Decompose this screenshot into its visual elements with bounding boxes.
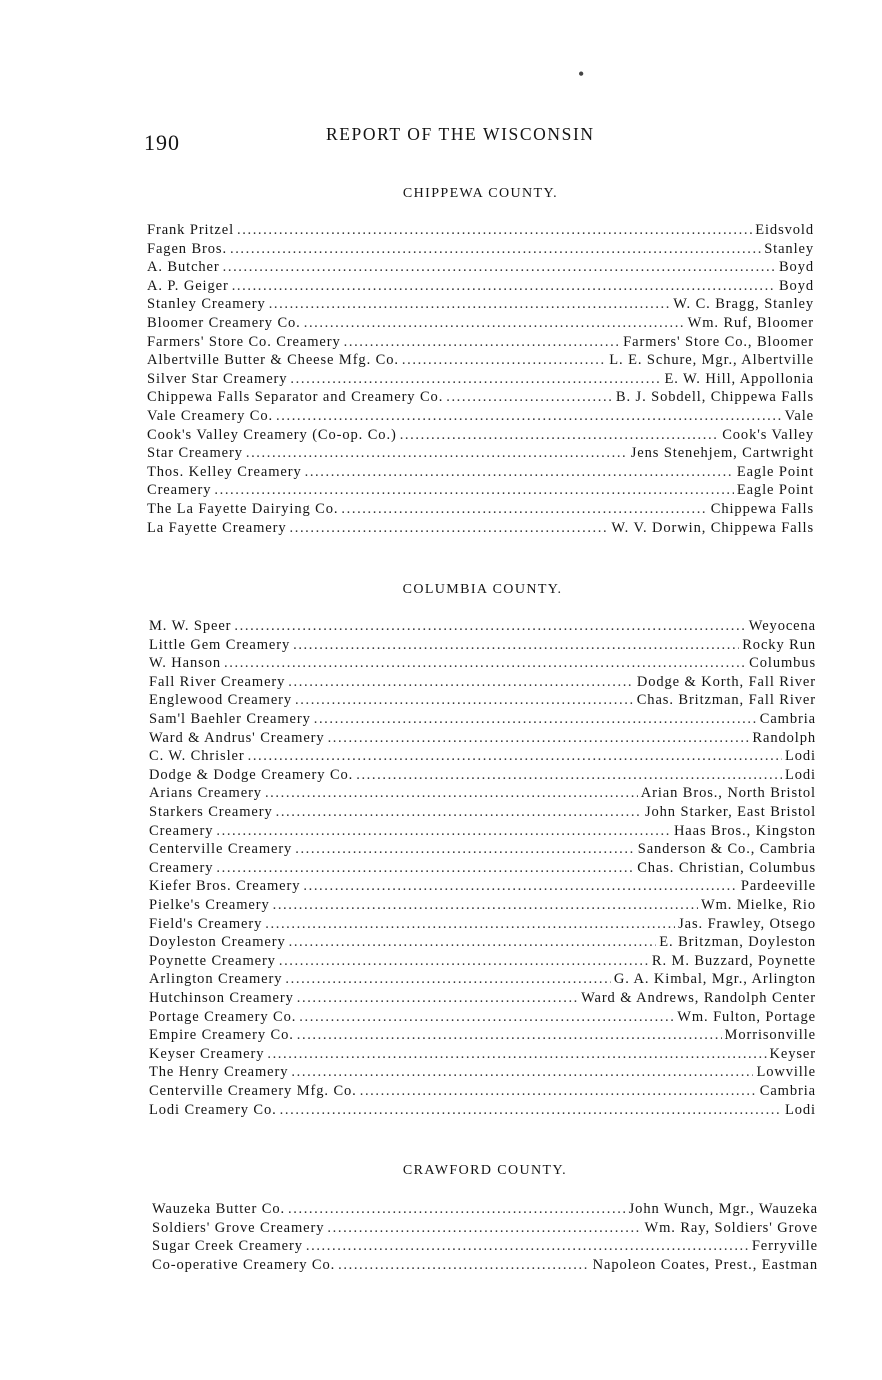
dot-leader <box>216 822 671 841</box>
creamery-name: La Fayette Creamery <box>147 519 287 536</box>
dot-leader <box>288 673 634 692</box>
creamery-name: Vale Creamery Co. <box>147 408 274 424</box>
proprietor-location: Lowville <box>756 1064 816 1081</box>
dot-leader <box>293 636 739 655</box>
list-item <box>149 1008 816 1027</box>
creamery-name: Thos. Kelley Creamery <box>147 463 302 480</box>
dot-leader <box>230 240 761 259</box>
list-item <box>149 989 816 1008</box>
dot-leader <box>216 859 634 878</box>
proprietor-location: Cook's Valley <box>722 426 814 443</box>
dot-leader <box>356 766 782 785</box>
proprietor-location: Wm. Mielke, Rio <box>701 897 816 913</box>
list-item <box>149 896 816 915</box>
list-item <box>149 747 816 766</box>
proprietor-location: Chas. Britzman, Fall River <box>636 692 816 709</box>
creamery-name: Centerville Creamery <box>149 841 293 858</box>
proprietor-location: Jas. Frawley, Otsego <box>678 915 816 932</box>
dot-leader <box>234 617 745 636</box>
proprietor-location: Farmers' Store Co., Bloomer <box>623 333 814 350</box>
dot-leader <box>269 295 671 314</box>
creamery-name: Sam'l Baehler Creamery <box>149 711 311 727</box>
creamery-name: Fall River Creamery <box>149 673 286 690</box>
dot-leader <box>341 500 707 519</box>
list-item <box>152 1200 818 1219</box>
dot-leader <box>314 710 757 729</box>
proprietor-location: Ward & Andrews, Randolph Center <box>581 990 816 1006</box>
creamery-name: Wauzeka Butter Co. <box>152 1201 286 1217</box>
proprietor-location: Chippewa Falls <box>710 501 814 517</box>
creamery-name: C. W. Chrisler <box>149 748 245 765</box>
proprietor-location: Chas. Christian, Columbus <box>637 859 816 876</box>
list-item <box>149 766 816 785</box>
creamery-name: Farmers' Store Co. Creamery <box>147 333 341 350</box>
list-item <box>147 351 814 370</box>
creamery-name: Centerville Creamery Mfg. Co. <box>149 1083 357 1099</box>
proprietor-location: Stanley <box>764 240 814 257</box>
dot-leader <box>224 654 746 673</box>
list-item <box>149 952 816 971</box>
dot-leader <box>297 989 578 1008</box>
list-item <box>149 784 816 803</box>
creamery-name: Keyser Creamery <box>149 1045 265 1062</box>
proprietor-location: Cambria <box>759 1083 816 1099</box>
creamery-name: Albertville Butter & Cheese Mfg. Co. <box>147 352 399 369</box>
proprietor-location: John Starker, East Bristol <box>644 804 816 820</box>
dot-leader <box>232 277 776 296</box>
list-item <box>147 370 814 389</box>
dot-leader <box>360 1082 757 1101</box>
creamery-name: Creamery <box>147 482 212 499</box>
list-item <box>149 1045 816 1064</box>
dot-leader <box>237 221 752 240</box>
proprietor-location: W. C. Bragg, Stanley <box>673 296 814 313</box>
list-item <box>149 673 816 692</box>
dot-leader <box>276 803 642 822</box>
proprietor-location: Lodi <box>785 766 816 783</box>
creamery-name: A. Butcher <box>147 259 220 276</box>
proprietor-location: Eidsvold <box>755 222 814 238</box>
dot-leader <box>279 952 649 971</box>
section-title: COLUMBIA COUNTY. <box>402 582 563 597</box>
list-item <box>149 915 816 934</box>
dot-leader <box>297 1026 722 1045</box>
dot-leader <box>276 407 782 426</box>
creamery-name: Chippewa Falls Separator and Creamery Co. <box>147 389 444 406</box>
proprietor-location: Keyser <box>769 1045 816 1062</box>
running-head: REPORT OF THE WISCONSIN <box>326 124 595 144</box>
creamery-name: Hutchinson Creamery <box>149 990 294 1006</box>
section-title: CHIPPEWA COUNTY. <box>402 186 559 201</box>
dot-leader <box>290 370 661 389</box>
proprietor-location: Dodge & Korth, Fall River <box>636 673 816 690</box>
list-item <box>147 221 814 240</box>
creamery-name: A. P. Geiger <box>147 277 229 294</box>
list-item <box>147 519 814 538</box>
list-item <box>149 636 816 655</box>
list-item <box>147 333 814 352</box>
dot-leader <box>303 877 738 896</box>
creamery-name: The La Fayette Dairying Co. <box>147 501 339 517</box>
list-item <box>147 481 814 500</box>
creamery-name: Doyleston Creamery <box>149 934 286 951</box>
dot-leader <box>273 896 698 915</box>
proprietor-location: Pardeeville <box>740 878 816 895</box>
creamery-name: Soldiers' Grove Creamery <box>152 1219 325 1236</box>
creamery-name: Dodge & Dodge Creamery Co. <box>149 766 354 783</box>
creamery-name: Cook's Valley Creamery (Co-op. Co.) <box>147 426 397 443</box>
proprietor-location: R. M. Buzzard, Poynette <box>651 952 816 969</box>
dot-leader <box>344 333 621 352</box>
creamery-name: Field's Creamery <box>149 915 263 932</box>
creamery-name: Englewood Creamery <box>149 692 293 709</box>
creamery-name: Poynette Creamery <box>149 952 276 969</box>
dot-leader <box>289 933 657 952</box>
list-item <box>149 840 816 859</box>
proprietor-location: G. A. Kimbal, Mgr., Arlington <box>613 971 816 988</box>
list-item <box>147 426 814 445</box>
dot-leader <box>288 1200 626 1219</box>
list-item <box>149 803 816 822</box>
print-speck: • <box>578 64 585 84</box>
list-item <box>149 710 816 729</box>
proprietor-location: Napoleon Coates, Prest., Eastman <box>592 1256 818 1273</box>
creamery-name: M. W. Speer <box>149 618 232 634</box>
dot-leader <box>265 915 675 934</box>
list-item <box>147 258 814 277</box>
list-item <box>147 314 814 333</box>
creamery-name: Arlington Creamery <box>149 971 283 988</box>
creamery-name: Ward & Andrus' Creamery <box>149 729 325 746</box>
creamery-name: Empire Creamery Co. <box>149 1027 294 1044</box>
proprietor-location: Vale <box>784 408 814 424</box>
creamery-name: Silver Star Creamery <box>147 370 288 387</box>
dot-leader <box>295 691 634 710</box>
list-item <box>147 240 814 259</box>
dot-leader <box>290 519 609 538</box>
proprietor-location: Eagle Point <box>736 463 814 480</box>
proprietor-location: L. E. Schure, Mgr., Albertville <box>609 352 814 369</box>
dot-leader <box>446 388 613 407</box>
dot-leader <box>265 784 638 803</box>
list-item <box>147 277 814 296</box>
list-item <box>149 654 816 673</box>
creamery-name: Creamery <box>149 859 214 876</box>
dot-leader <box>306 1237 749 1256</box>
list-item <box>152 1256 818 1275</box>
dot-leader <box>223 258 776 277</box>
proprietor-location: Cambria <box>759 711 816 727</box>
list-item <box>149 729 816 748</box>
dot-leader <box>328 729 750 748</box>
list-item <box>147 388 814 407</box>
dot-leader <box>304 314 685 333</box>
dot-leader <box>299 1008 674 1027</box>
list-item <box>149 859 816 878</box>
creamery-name: The Henry Creamery <box>149 1064 289 1081</box>
list-item <box>147 407 814 426</box>
proprietor-location: Rocky Run <box>742 636 816 653</box>
creamery-name: Lodi Creamery Co. <box>149 1101 277 1118</box>
section-title: CRAWFORD COUNTY. <box>402 1163 568 1178</box>
proprietor-location: Boyd <box>778 277 814 294</box>
proprietor-location: Columbus <box>749 655 816 672</box>
proprietor-location: Arian Bros., North Bristol <box>640 785 816 802</box>
creamery-name: Portage Creamery Co. <box>149 1008 297 1025</box>
list-item <box>152 1237 818 1256</box>
list-item <box>147 295 814 314</box>
creamery-name: Stanley Creamery <box>147 296 266 313</box>
proprietor-location: B. J. Sobdell, Chippewa Falls <box>615 389 814 406</box>
proprietor-location: Haas Bros., Kingston <box>673 822 816 839</box>
creamery-name: Frank Pritzel <box>147 222 235 238</box>
list-item <box>147 444 814 463</box>
list-item <box>149 1082 816 1101</box>
list-item <box>149 970 816 989</box>
creamery-name: Fagen Bros. <box>147 240 227 257</box>
proprietor-location: Morrisonville <box>724 1027 816 1044</box>
dot-leader <box>248 747 782 766</box>
creamery-name: Co-operative Creamery Co. <box>152 1256 336 1273</box>
list-item <box>147 463 814 482</box>
dot-leader <box>246 444 628 463</box>
dot-leader <box>402 351 606 370</box>
proprietor-location: W. V. Dorwin, Chippewa Falls <box>611 519 814 536</box>
list-item <box>149 877 816 896</box>
proprietor-location: Lodi <box>785 748 816 765</box>
creamery-name: Little Gem Creamery <box>149 636 291 653</box>
proprietor-location: Boyd <box>778 259 814 276</box>
proprietor-location: Eagle Point <box>736 482 814 499</box>
list-item <box>149 822 816 841</box>
dot-leader <box>338 1256 590 1275</box>
list-item <box>149 1026 816 1045</box>
page-number: 190 <box>144 130 180 155</box>
dot-leader <box>291 1063 753 1082</box>
list-item <box>149 691 816 710</box>
proprietor-location: Randolph <box>752 729 816 746</box>
proprietor-location: Jens Stenehjem, Cartwright <box>630 445 814 462</box>
dot-leader <box>285 970 610 989</box>
dot-leader <box>295 840 635 859</box>
proprietor-location: Lodi <box>785 1101 816 1118</box>
creamery-name: Sugar Creek Creamery <box>152 1238 303 1255</box>
proprietor-location: Ferryville <box>751 1238 818 1255</box>
dot-leader <box>400 426 720 445</box>
creamery-name: Pielke's Creamery <box>149 897 270 913</box>
list-item <box>147 500 814 519</box>
proprietor-location: E. Britzman, Doyleston <box>659 934 816 951</box>
creamery-name: Star Creamery <box>147 445 243 462</box>
proprietor-location: Weyocena <box>748 618 816 634</box>
list-item <box>149 617 816 636</box>
proprietor-location: Wm. Fulton, Portage <box>677 1008 816 1025</box>
creamery-name: Bloomer Creamery Co. <box>147 315 301 331</box>
dot-leader <box>305 463 734 482</box>
creamery-name: Kiefer Bros. Creamery <box>149 878 301 895</box>
list-item <box>149 1101 816 1120</box>
proprietor-location: John Wunch, Mgr., Wauzeka <box>628 1201 818 1217</box>
list-item <box>149 933 816 952</box>
list-item <box>152 1219 818 1238</box>
dot-leader <box>327 1219 641 1238</box>
list-item <box>149 1063 816 1082</box>
proprietor-location: E. W. Hill, Appollonia <box>664 370 814 387</box>
proprietor-location: Wm. Ray, Soldiers' Grove <box>644 1219 818 1236</box>
proprietor-location: Sanderson & Co., Cambria <box>637 841 816 858</box>
proprietor-location: Wm. Ruf, Bloomer <box>687 315 814 331</box>
dot-leader <box>214 481 733 500</box>
dot-leader <box>280 1101 782 1120</box>
creamery-name: W. Hanson <box>149 655 222 672</box>
creamery-name: Creamery <box>149 822 214 839</box>
dot-leader <box>267 1045 766 1064</box>
creamery-name: Starkers Creamery <box>149 804 273 820</box>
creamery-name: Arians Creamery <box>149 785 262 802</box>
